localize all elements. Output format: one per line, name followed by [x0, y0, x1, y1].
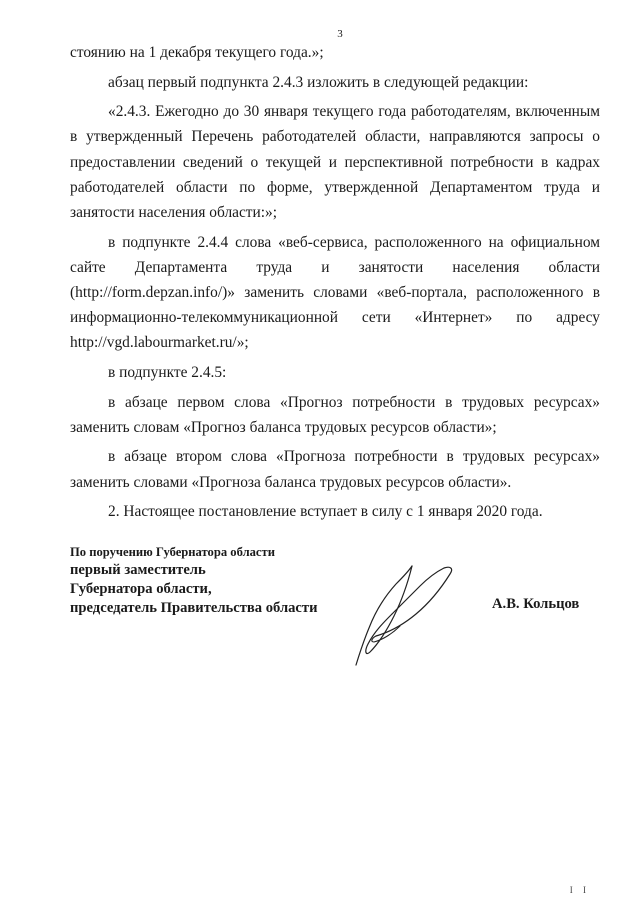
paragraph-continuation: стоянию на 1 декабря текущего года.»; [70, 44, 324, 61]
signatory-title-block [70, 544, 317, 618]
page-number: 3 [337, 28, 343, 40]
paragraph-2-4-5-second: в абзаце втором слова «Прогноза потребности в трудовых ресурсах» заменить словами «Прогноза баланса трудовых ресурсов области». [70, 448, 600, 491]
paragraph-effective-date: 2. Настоящее постановление вступает в силу с 1 января 2020 года. [108, 503, 543, 521]
paragraph-2-4-5-first: в абзаце первом слова «Прогноз потребности в трудовых ресурсах» заменить словам «Прогноз баланса трудовых ресурсов области»; [70, 393, 600, 436]
signatory-line-3: Губернатора области, [70, 581, 212, 597]
signatory-line-2: первый заместитель [70, 562, 206, 578]
handwritten-signature [336, 560, 466, 670]
corner-marks: I I [569, 885, 590, 895]
signatory-name: А.В. Кольцов [492, 596, 580, 612]
paragraph-amend-2-4-3: абзац первый подпункта 2.4.3 изложить в следующей редакции: [108, 73, 529, 91]
paragraph-2-4-3-text: «2.4.3. Ежегодно до 30 января текущего года работодателям, включенным в утвержденный Перечень работодателей области, направляются запросы о предоставлении сведений о текущей и перспективной потребности в кадрах работодателей области по форме, утвержденной Департаментом труда и занятости населения области:»; [70, 103, 600, 221]
signatory-line-4: председатель Правительства области [70, 600, 318, 616]
paragraph-2-4-5: в подпункте 2.4.5: [108, 364, 227, 381]
paragraph-2-4-4: в подпункте 2.4.4 слова «веб-сервиса, расположенного на официальном сайте Департамента труда и занятости населения области (http://form.depzan.info/)» заменить словами «веб-портала, расположенного в информационно-телекоммуникационной сети «Интернет» по адресу http://vgd.labourmarket.ru/»; [70, 233, 600, 352]
signatory-line-1: По поручению Губернатора области [70, 545, 275, 559]
document-body [70, 40, 600, 529]
